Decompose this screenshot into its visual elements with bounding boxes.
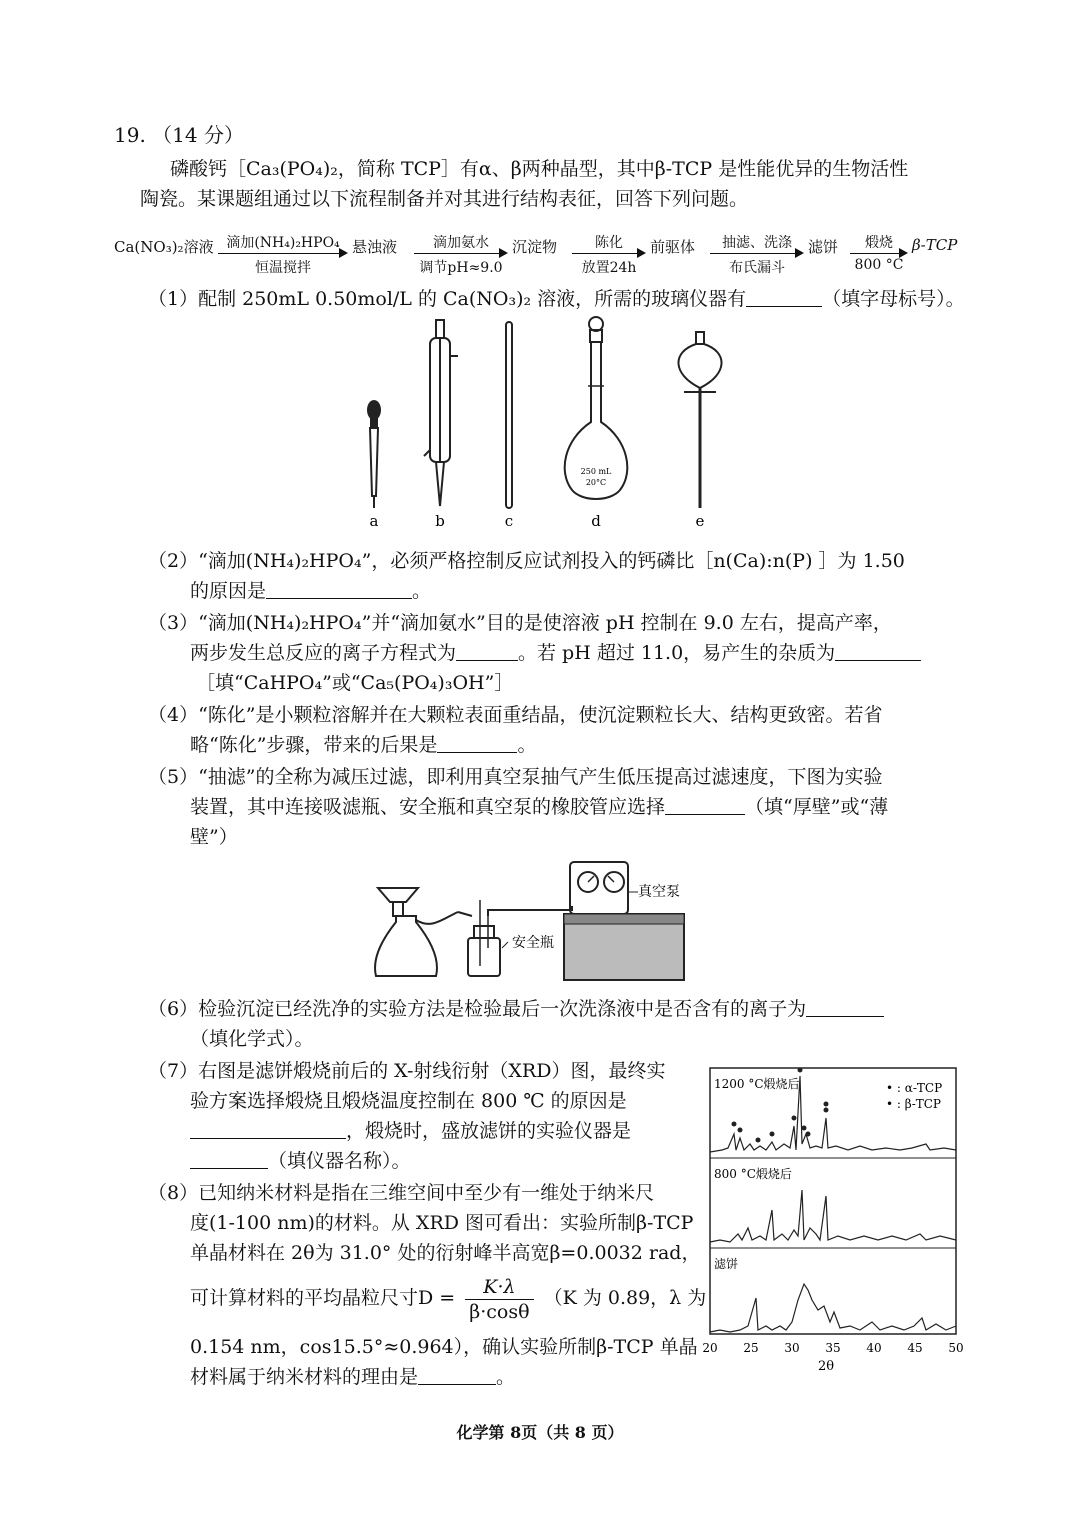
- q8-line-2: 度(1-100 nm)的材料。从 XRD 图可看出：实验所制β-TCP: [190, 1212, 694, 1234]
- flow-arrow-3-bottom: 放置24h: [581, 260, 637, 276]
- q6-line-1: [148, 996, 884, 1022]
- q5-line-2b: （填“厚壁”或“薄: [745, 796, 889, 818]
- q5-line-2a: 装置，其中连接吸滤瓶、安全瓶和真空泵的橡胶管应选择: [190, 796, 666, 818]
- q8-line-6-tail: 。: [496, 1366, 516, 1388]
- flow-arrow-3: [572, 232, 646, 276]
- q5-line-2: [190, 794, 888, 820]
- flow-arrow-5-bottom: 800 °C: [854, 257, 904, 273]
- safety-bottle-label: 安全瓶: [512, 935, 554, 951]
- xrd-panel-1200: 1200 °C煅烧后: [714, 1077, 800, 1091]
- formula-numerator: K·λ: [465, 1275, 533, 1300]
- flow-product-2: 沉淀物: [512, 238, 558, 256]
- xrd-tick-45: 45: [907, 1341, 923, 1355]
- flow-product-3: 前驱体: [650, 238, 696, 256]
- q7-line-4-tail: （填仪器名称）。: [268, 1150, 411, 1172]
- q4-line-2: [190, 732, 536, 758]
- q5-line-3: 壁”）: [190, 826, 238, 848]
- flow-arrow-2-bottom: 调节pH≈9.0: [419, 260, 503, 276]
- formula-denominator: β·cosθ: [469, 1300, 530, 1323]
- q8-line-5: 0.154 nm，cos15.5°≈0.964），确认实验所制β-TCP 单晶: [190, 1336, 698, 1358]
- q1-line: [148, 286, 965, 312]
- q7-line-3-tail: ，煅烧时，盛放滤饼的实验仪器是: [346, 1120, 632, 1142]
- glassware-figure: [350, 312, 730, 534]
- flow-arrow-1: [218, 232, 348, 276]
- xrd-x-axis-label: 2θ: [817, 1359, 835, 1374]
- xrd-legend-alpha: • : α-TCP: [886, 1081, 943, 1095]
- flow-arrow-1-bottom: 恒温搅拌: [255, 260, 311, 276]
- q2-line-2: [190, 578, 431, 604]
- flow-arrow-4-bottom: 布氏漏斗: [729, 260, 785, 276]
- label-a: a: [369, 512, 379, 530]
- q3-impurity-blank[interactable]: [835, 640, 921, 661]
- intro-line-1: 磷酸钙［Ca₃(PO₄)₂，简称 TCP］有α、β两种晶型，其中β-TCP 是性能优异的生物活性: [170, 158, 909, 180]
- q8-line-3: 单晶材料在 2θ为 31.0° 处的衍射峰半高宽β=0.0032 rad，: [190, 1242, 701, 1264]
- xrd-chart: [700, 1064, 970, 1374]
- q3-equation-blank[interactable]: [456, 640, 518, 661]
- q4-line-1: （4）“陈化”是小颗粒溶解并在大颗粒表面重结晶，使沉淀颗粒长大、结构更致密。若省: [148, 704, 883, 726]
- xrd-panel-800: 800 °C煅烧后: [714, 1167, 792, 1181]
- q3-line-1: （3）“滴加(NH₄)₂HPO₄”并“滴加氨水”目的是使溶液 pH 控制在 9.0 左右，提高产率，: [148, 612, 892, 634]
- q3-line-3: ［填“CaHPO₄”或“Ca₅(PO₄)₃OH”］: [196, 672, 514, 694]
- vacuum-pump-icon: [564, 862, 684, 980]
- separatory-funnel-icon: [678, 332, 721, 508]
- q6-line-2: （填化学式）。: [190, 1028, 314, 1050]
- glass-rod-icon: [506, 322, 512, 508]
- crystal-size-formula: [465, 1275, 533, 1324]
- flow-arrow-2: [414, 232, 508, 276]
- question-score: （14 分）: [152, 123, 244, 147]
- q5-answer-blank[interactable]: [665, 794, 745, 815]
- flow-arrow-3-top: 陈化: [595, 235, 623, 251]
- xrd-tick-40: 40: [866, 1341, 882, 1355]
- xrd-panel-filter-cake: 滤饼: [714, 1257, 739, 1271]
- suction-flask-icon: [375, 888, 458, 976]
- q3-line-2b: 。若 pH 超过 11.0，易产生的杂质为: [518, 642, 836, 664]
- process-flow: [114, 218, 974, 278]
- flow-start: Ca(NO₃)₂溶液: [114, 238, 214, 256]
- dropper-icon: [367, 400, 381, 508]
- q4-answer-blank[interactable]: [437, 732, 517, 753]
- flask-label-temp: 20°C: [585, 478, 607, 487]
- q3-line-2: [190, 640, 921, 666]
- q8-line-4: [190, 1270, 706, 1326]
- q7-line-4: [190, 1148, 411, 1174]
- label-c: c: [504, 512, 514, 530]
- q8-answer-blank[interactable]: [418, 1364, 496, 1385]
- q7-instrument-blank[interactable]: [190, 1148, 268, 1169]
- flow-arrow-1-top: 滴加(NH₄)₂HPO₄: [226, 235, 340, 251]
- xrd-tick-50: 50: [948, 1341, 964, 1355]
- q7-reason-blank[interactable]: [190, 1118, 346, 1139]
- q8-line-6-text: 材料属于纳米材料的理由是: [190, 1366, 419, 1388]
- xrd-x-axis-ticks: [702, 1341, 963, 1355]
- question-number: [114, 122, 244, 148]
- q5-line-1: （5）“抽滤”的全称为减压过滤，即利用真空泵抽气产生低压提高过滤速度，下图为实验: [148, 766, 883, 788]
- q8-line-6: [190, 1364, 515, 1390]
- page-footer: 化学第 8页（共 8 页）: [456, 1423, 624, 1442]
- vacuum-pump-label: 真空泵: [638, 884, 680, 900]
- q8-line-4b: （K 为 0.89，λ 为: [543, 1287, 707, 1309]
- q6-answer-blank[interactable]: [806, 996, 884, 1017]
- flow-product-1: 悬浊液: [352, 238, 398, 256]
- flow-arrow-5: [850, 232, 908, 276]
- q8-line-4a: 可计算材料的平均晶粒尺寸D =: [190, 1287, 456, 1309]
- q1-answer-blank[interactable]: [746, 286, 822, 307]
- flow-product-4: 滤饼: [808, 238, 839, 256]
- label-e: e: [695, 512, 705, 530]
- q7-line-2: 验方案选择煅烧且煅烧温度控制在 800 ℃ 的原因是: [190, 1090, 627, 1112]
- q2-line-2-text: 的原因是: [190, 580, 267, 602]
- xrd-trace-800: [710, 1190, 956, 1242]
- label-b: b: [435, 512, 445, 530]
- q7-line-3: [190, 1118, 631, 1144]
- q2-answer-blank[interactable]: [266, 578, 412, 599]
- flow-arrow-2-top: 滴加氨水: [433, 235, 489, 251]
- q2-line-2-tail: 。: [412, 580, 432, 602]
- xrd-legend-beta: • : β-TCP: [886, 1097, 942, 1111]
- flow-arrow-4-top: 抽滤、洗涤: [722, 235, 792, 251]
- condenser-icon: [424, 320, 458, 506]
- q3-line-2a: 两步发生总反应的离子方程式为: [190, 642, 457, 664]
- flow-arrow-5-top: 煅烧: [865, 235, 893, 251]
- q4-line-2-tail: 。: [517, 734, 537, 756]
- flow-arrow-4: [710, 232, 804, 276]
- q7-line-1: （7）右图是滤饼煅烧前后的 X-射线衍射（XRD）图，最终实: [148, 1060, 666, 1082]
- xrd-tick-35: 35: [825, 1341, 841, 1355]
- xrd-trace-filter-cake: [710, 1284, 956, 1332]
- q1-tail: （填字母标号）。: [822, 288, 965, 310]
- xrd-tick-20: 20: [702, 1341, 718, 1355]
- xrd-tick-30: 30: [784, 1341, 800, 1355]
- q2-line-1: （2）“滴加(NH₄)₂HPO₄”，必须严格控制反应试剂投入的钙磷比［n(Ca):n(P) ］为 1.50: [148, 550, 905, 572]
- label-d: d: [591, 512, 601, 530]
- q8-line-1: （8）已知纳米材料是指在三维空间中至少有一维处于纳米尺: [148, 1182, 655, 1204]
- intro-line-2: 陶瓷。某课题组通过以下流程制备并对其进行结构表征，回答下列问题。: [140, 188, 749, 210]
- q4-line-2-text: 略“陈化”步骤，带来的后果是: [190, 734, 438, 756]
- filtration-apparatus-figure: [372, 856, 704, 990]
- flask-label-volume: 250 mL: [580, 467, 612, 476]
- q1-text: （1）配制 250mL 0.50mol/L 的 Ca(NO₃)₂ 溶液，所需的玻璃仪器有: [148, 288, 747, 310]
- flow-product-5: β-TCP: [912, 236, 958, 254]
- xrd-tick-25: 25: [743, 1341, 759, 1355]
- q6-line-1-text: （6）检验沉淀已经洗净的实验方法是检验最后一次洗涤液中是否含有的离子为: [148, 998, 807, 1020]
- question-number-text: 19.: [114, 123, 146, 147]
